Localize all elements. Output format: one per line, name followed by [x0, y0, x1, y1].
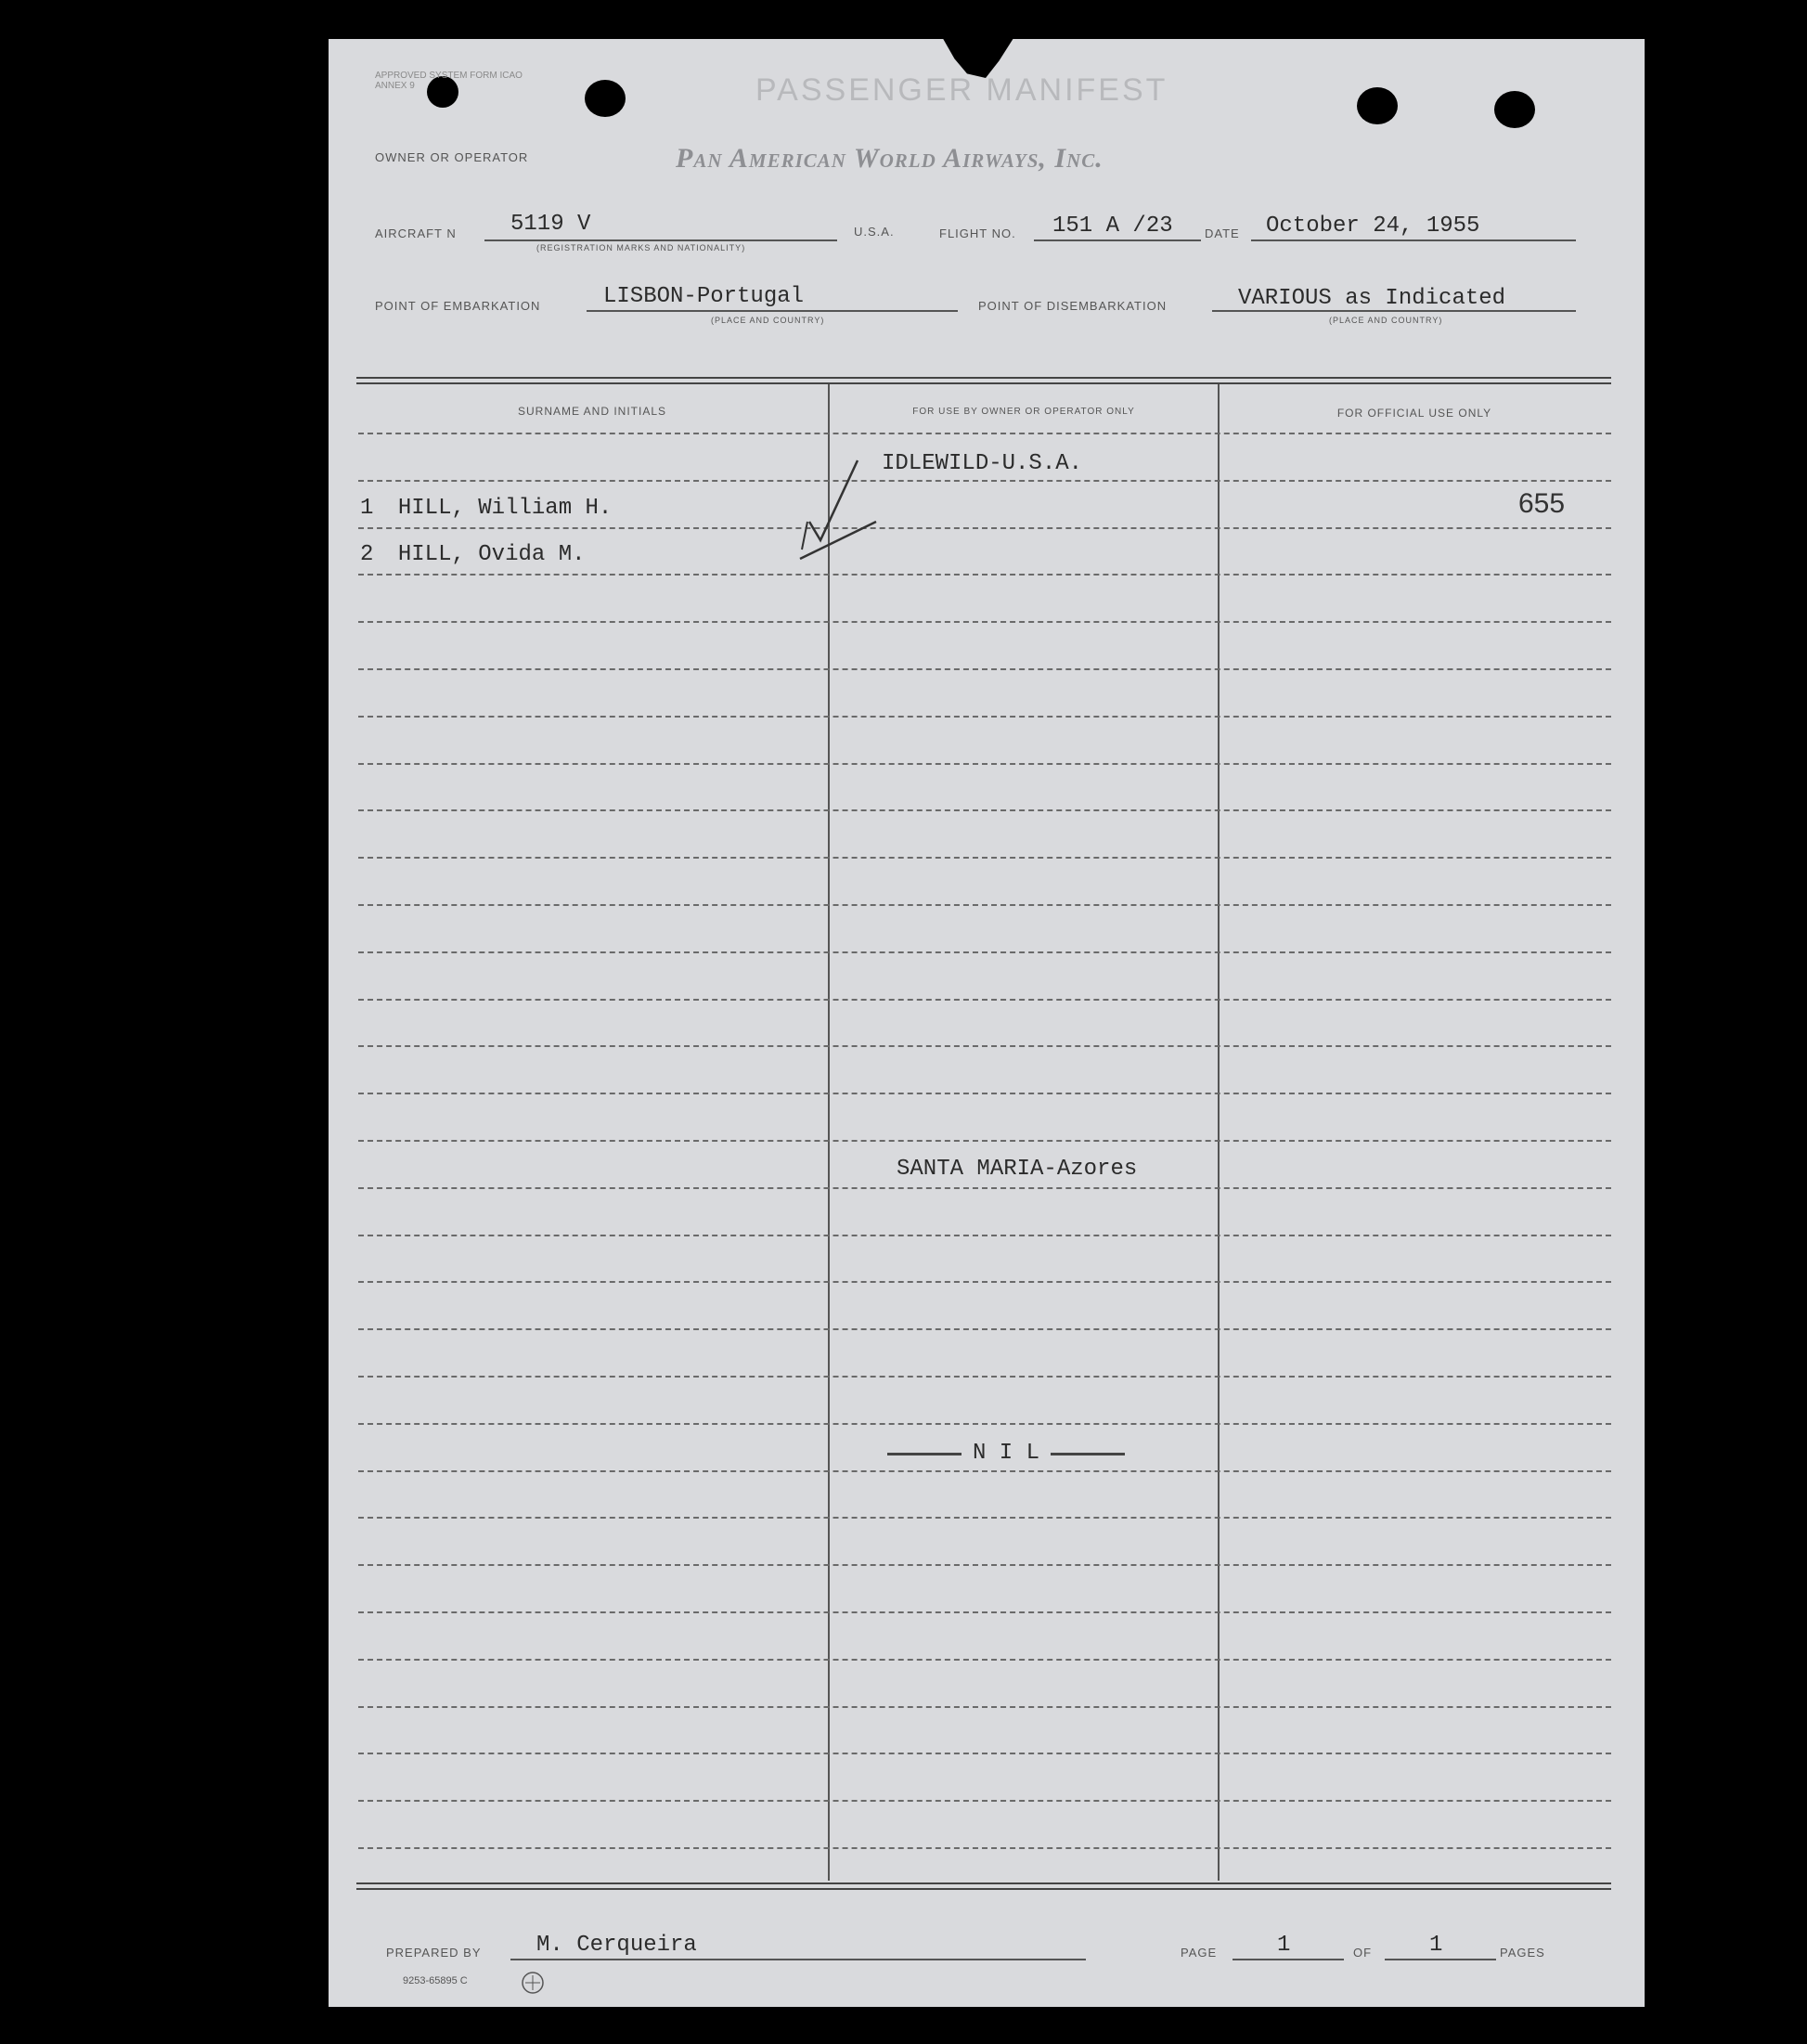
date-value: October 24, 1955: [1266, 213, 1480, 239]
passenger-number: 1: [360, 496, 374, 521]
row-rule: [358, 621, 1611, 623]
union-bug-icon: [520, 1970, 546, 1996]
row-rule: [358, 1517, 1611, 1519]
embarkation-value: LISBON-Portugal: [603, 284, 805, 309]
prepared-label: PREPARED BY: [386, 1946, 482, 1960]
row-rule: [358, 574, 1611, 576]
nil-dash-right: [1051, 1453, 1125, 1455]
row-rule: [358, 1800, 1611, 1802]
pages-label: PAGES: [1500, 1946, 1545, 1960]
col-header-operator: FOR USE BY OWNER OR OPERATOR ONLY: [912, 407, 1135, 417]
row-rule: [358, 1187, 1611, 1189]
column-divider: [1218, 384, 1220, 1881]
disembarkation-value: VARIOUS as Indicated: [1238, 286, 1506, 311]
row-rule: [358, 1093, 1611, 1094]
page-underline: [1233, 1959, 1344, 1960]
form-number: 9253-65895 C: [403, 1975, 468, 1986]
col-header-official: FOR OFFICIAL USE ONLY: [1336, 407, 1492, 420]
manifest-sheet: [329, 39, 1645, 2007]
row-rule: [358, 1706, 1611, 1708]
of-value: 1: [1429, 1933, 1443, 1958]
flight-value: 151 A /23: [1052, 213, 1173, 239]
table-bottom-rule: [356, 1882, 1611, 1890]
row-rule: [358, 1659, 1611, 1661]
nil-dash-left: [887, 1453, 962, 1455]
row-rule: [358, 716, 1611, 718]
row-rule: [358, 433, 1611, 434]
embarkation-underline: [587, 310, 958, 312]
page-label: PAGE: [1181, 1946, 1218, 1960]
page-value: 1: [1277, 1933, 1291, 1958]
passenger-row: [360, 542, 586, 567]
flight-label: FLIGHT NO.: [939, 226, 1016, 240]
table-top-rule: [356, 377, 1611, 384]
row-rule: [358, 1611, 1611, 1613]
usa-label: U.S.A.: [854, 225, 895, 239]
of-label: OF: [1353, 1946, 1373, 1960]
disembarkation-label: POINT OF DISEMBARKATION: [978, 299, 1168, 313]
form-title: PASSENGER MANIFEST: [755, 72, 1168, 108]
flight-underline: [1034, 239, 1201, 241]
punch-hole: [585, 80, 626, 117]
row-rule: [358, 1847, 1611, 1849]
column-divider: [828, 384, 830, 1881]
row-rule: [358, 904, 1611, 906]
prepared-value: M. Cerqueira: [536, 1933, 697, 1958]
row-rule: [358, 1423, 1611, 1425]
row-rule: [358, 1281, 1611, 1283]
destination-idlewild: IDLEWILD-U.S.A.: [882, 451, 1083, 476]
row-rule: [358, 857, 1611, 859]
passenger-number: 2: [360, 542, 374, 567]
passenger-name: HILL, Ovida M.: [397, 542, 586, 567]
row-rule: [358, 1753, 1611, 1754]
row-rule: [358, 1376, 1611, 1378]
disembarkation-caption: (PLACE AND COUNTRY): [1329, 316, 1443, 325]
row-rule: [358, 1328, 1611, 1330]
row-rule: [358, 809, 1611, 811]
aircraft-label: AIRCRAFT N: [375, 226, 457, 240]
destination-santa-maria: SANTA MARIA-Azores: [897, 1157, 1138, 1182]
approval-stamp-text: APPROVED SYSTEM FORM ICAO ANNEX 9: [375, 71, 523, 91]
passenger-row: [360, 496, 612, 521]
row-rule: [358, 480, 1611, 482]
col-header-surname: SURNAME AND INITIALS: [517, 405, 667, 418]
row-rule: [358, 1470, 1611, 1472]
nil-entry: [867, 1441, 1145, 1466]
official-code: 655: [1518, 488, 1566, 519]
date-label: DATE: [1205, 226, 1240, 240]
row-rule: [358, 1140, 1611, 1142]
passenger-name: HILL, William H.: [397, 496, 613, 521]
row-rule: [358, 668, 1611, 670]
registration-caption: (REGISTRATION MARKS AND NATIONALITY): [536, 243, 746, 252]
aircraft-value: 5119 V: [510, 212, 591, 237]
row-rule: [358, 763, 1611, 765]
punch-hole: [1494, 91, 1535, 128]
airline-name: Pan American World Airways, Inc.: [676, 143, 1104, 174]
prepared-underline: [510, 1959, 1086, 1960]
punch-hole: [1357, 87, 1398, 124]
of-underline: [1385, 1959, 1496, 1960]
owner-label: OWNER OR OPERATOR: [375, 150, 529, 164]
row-rule: [358, 1235, 1611, 1236]
aircraft-underline: [484, 239, 837, 241]
embarkation-label: POINT OF EMBARKATION: [375, 299, 541, 313]
nil-text: N I L: [972, 1441, 1039, 1466]
row-rule: [358, 1564, 1611, 1566]
row-rule: [358, 951, 1611, 953]
row-rule: [358, 999, 1611, 1001]
row-rule: [358, 1045, 1611, 1047]
check-mark: [793, 457, 895, 577]
date-underline: [1251, 239, 1576, 241]
embarkation-caption: (PLACE AND COUNTRY): [711, 316, 825, 325]
row-rule: [358, 527, 1611, 529]
